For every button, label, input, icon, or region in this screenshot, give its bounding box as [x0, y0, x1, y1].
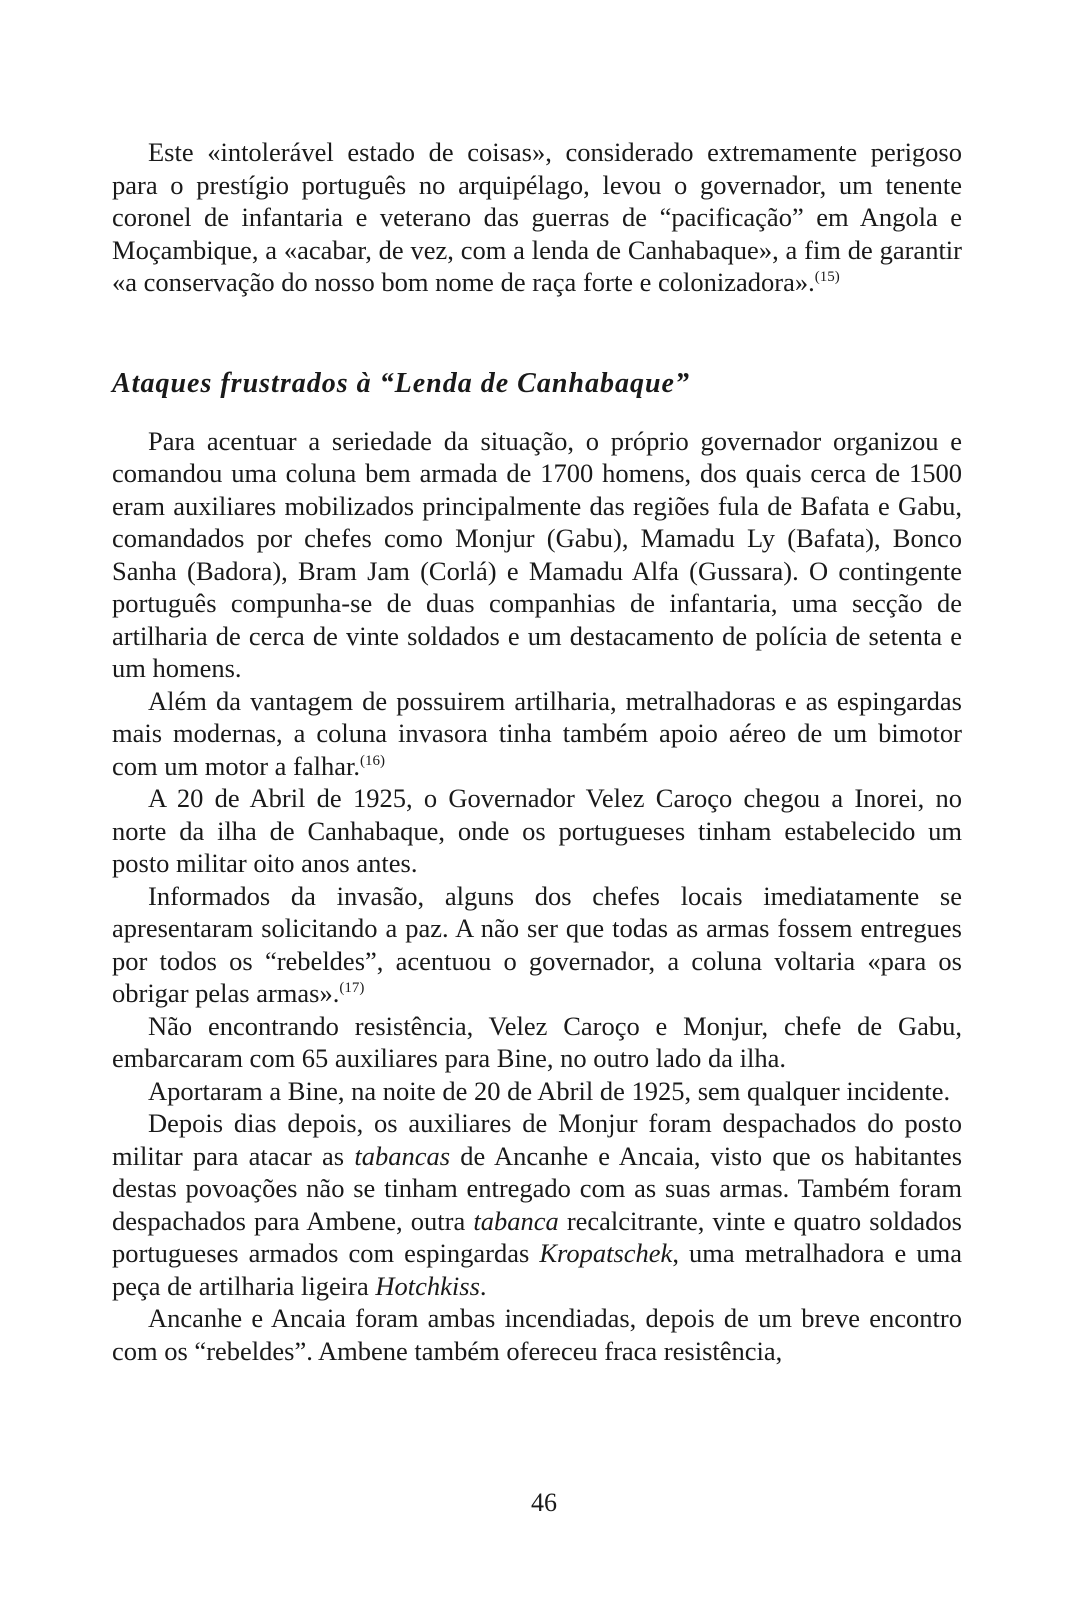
paragraph [112, 1302, 962, 1367]
paragraph-text: recalcitrante, vinte e quatro soldados portugueses armados com espingardas [112, 1205, 962, 1268]
paragraph [112, 1010, 962, 1075]
paragraph [112, 880, 962, 1010]
italic-text: tabanca [473, 1205, 559, 1236]
paragraph [112, 136, 962, 299]
italic-text: tabancas [354, 1140, 451, 1171]
intro-section [112, 136, 962, 299]
paragraph-text: Ancanhe e Ancaia foram ambas incendiadas, depois de um breve encontro com os “rebeldes”. Ambene também ofereceu fraca resistência, [112, 1303, 962, 1366]
page-number: 46 [531, 1488, 557, 1517]
body-section [112, 425, 962, 1368]
paragraph-text: Aportaram a Bine, na noite de 20 de Abril de 1925, sem qualquer incidente. [148, 1075, 951, 1106]
paragraph-text: . [479, 1270, 487, 1301]
paragraph-text: , uma metralhadora e uma peça de artilharia ligeira [112, 1238, 962, 1301]
italic-text: Kropatschek [539, 1238, 673, 1268]
paragraph-text: Informados da invasão, alguns dos chefes locais imediatamente se apresentaram solicitando a paz. A não ser que todas as armas fossem entregues por todos os “rebeldes”, acentuou o governador, a coluna voltaria «para os obrigar pelas armas». [112, 880, 962, 1008]
paragraph [112, 1107, 962, 1302]
paragraph-text: Este «intolerável estado de coisas», considerado extremamente perigoso para o prestígio português no arquipélago, levou o governador, um tenente coronel de infantaria e veterano das guerras de “pacificação” em Angola e Moçambique, a «acabar, de vez, com a lenda de Canhabaque», a fim de garantir «a conservação do nosso bom nome de raça forte e colonizadora». [112, 137, 962, 297]
italic-text: Hotchkiss [375, 1270, 480, 1301]
footnote-ref: (15) [814, 269, 840, 286]
paragraph-text: Depois dias depois, os auxiliares de Monjur foram despachados do posto militar para atacar as [112, 1108, 962, 1171]
paragraph-text: de Ancanhe e Ancaia, visto que os habitantes destas povoações não se tinham entregado com as suas armas. Também foram despachados para Ambene, outra [112, 1140, 963, 1236]
paragraph [112, 425, 962, 685]
section-title: Ataques frustrados à “Lenda de Canhabaque” [112, 367, 690, 399]
paragraph [112, 782, 962, 880]
page-body [112, 136, 962, 1367]
paragraph [112, 685, 962, 783]
paragraph-text: Não encontrando resistência, Velez Caroço e Monjur, chefe de Gabu, embarcaram com 65 auxiliares para Bine, no outro lado da ilha. [112, 1010, 962, 1073]
paragraph-text: Para acentuar a seriedade da situação, o próprio governador organizou e comandou uma coluna bem armada de 1700 homens, dos quais cerca de 1500 eram auxiliares mobilizados principalmente das regiões fula de Bafata e Gabu, comandados por chefes como Monjur (Gabu), Mamadu Ly (Bafata), Bonco Sanha (Badora), Bram Jam (Corlá) e Mamadu Alfa (Gussara). O contingente português compunha-se de duas companhias de infantaria, uma secção de artilharia de cerca de vinte soldados e um destacamento de polícia de setenta e um homens. [112, 425, 962, 683]
paragraph-text: Além da vantagem de possuirem artilharia, metralhadoras e as espingardas mais modernas, a coluna invasora tinha também apoio aéreo de um bimotor com um motor a falhar. [112, 685, 962, 781]
footnote-ref: (17) [339, 980, 365, 997]
footnote-ref: (16) [360, 752, 385, 769]
paragraph [112, 1075, 962, 1108]
paragraph-text: A 20 de Abril de 1925, o Governador Velez Caroço chegou a Inorei, no norte da ilha de Canhabaque, onde os portugueses tinham estabelecido um posto militar oito anos antes. [112, 783, 962, 878]
